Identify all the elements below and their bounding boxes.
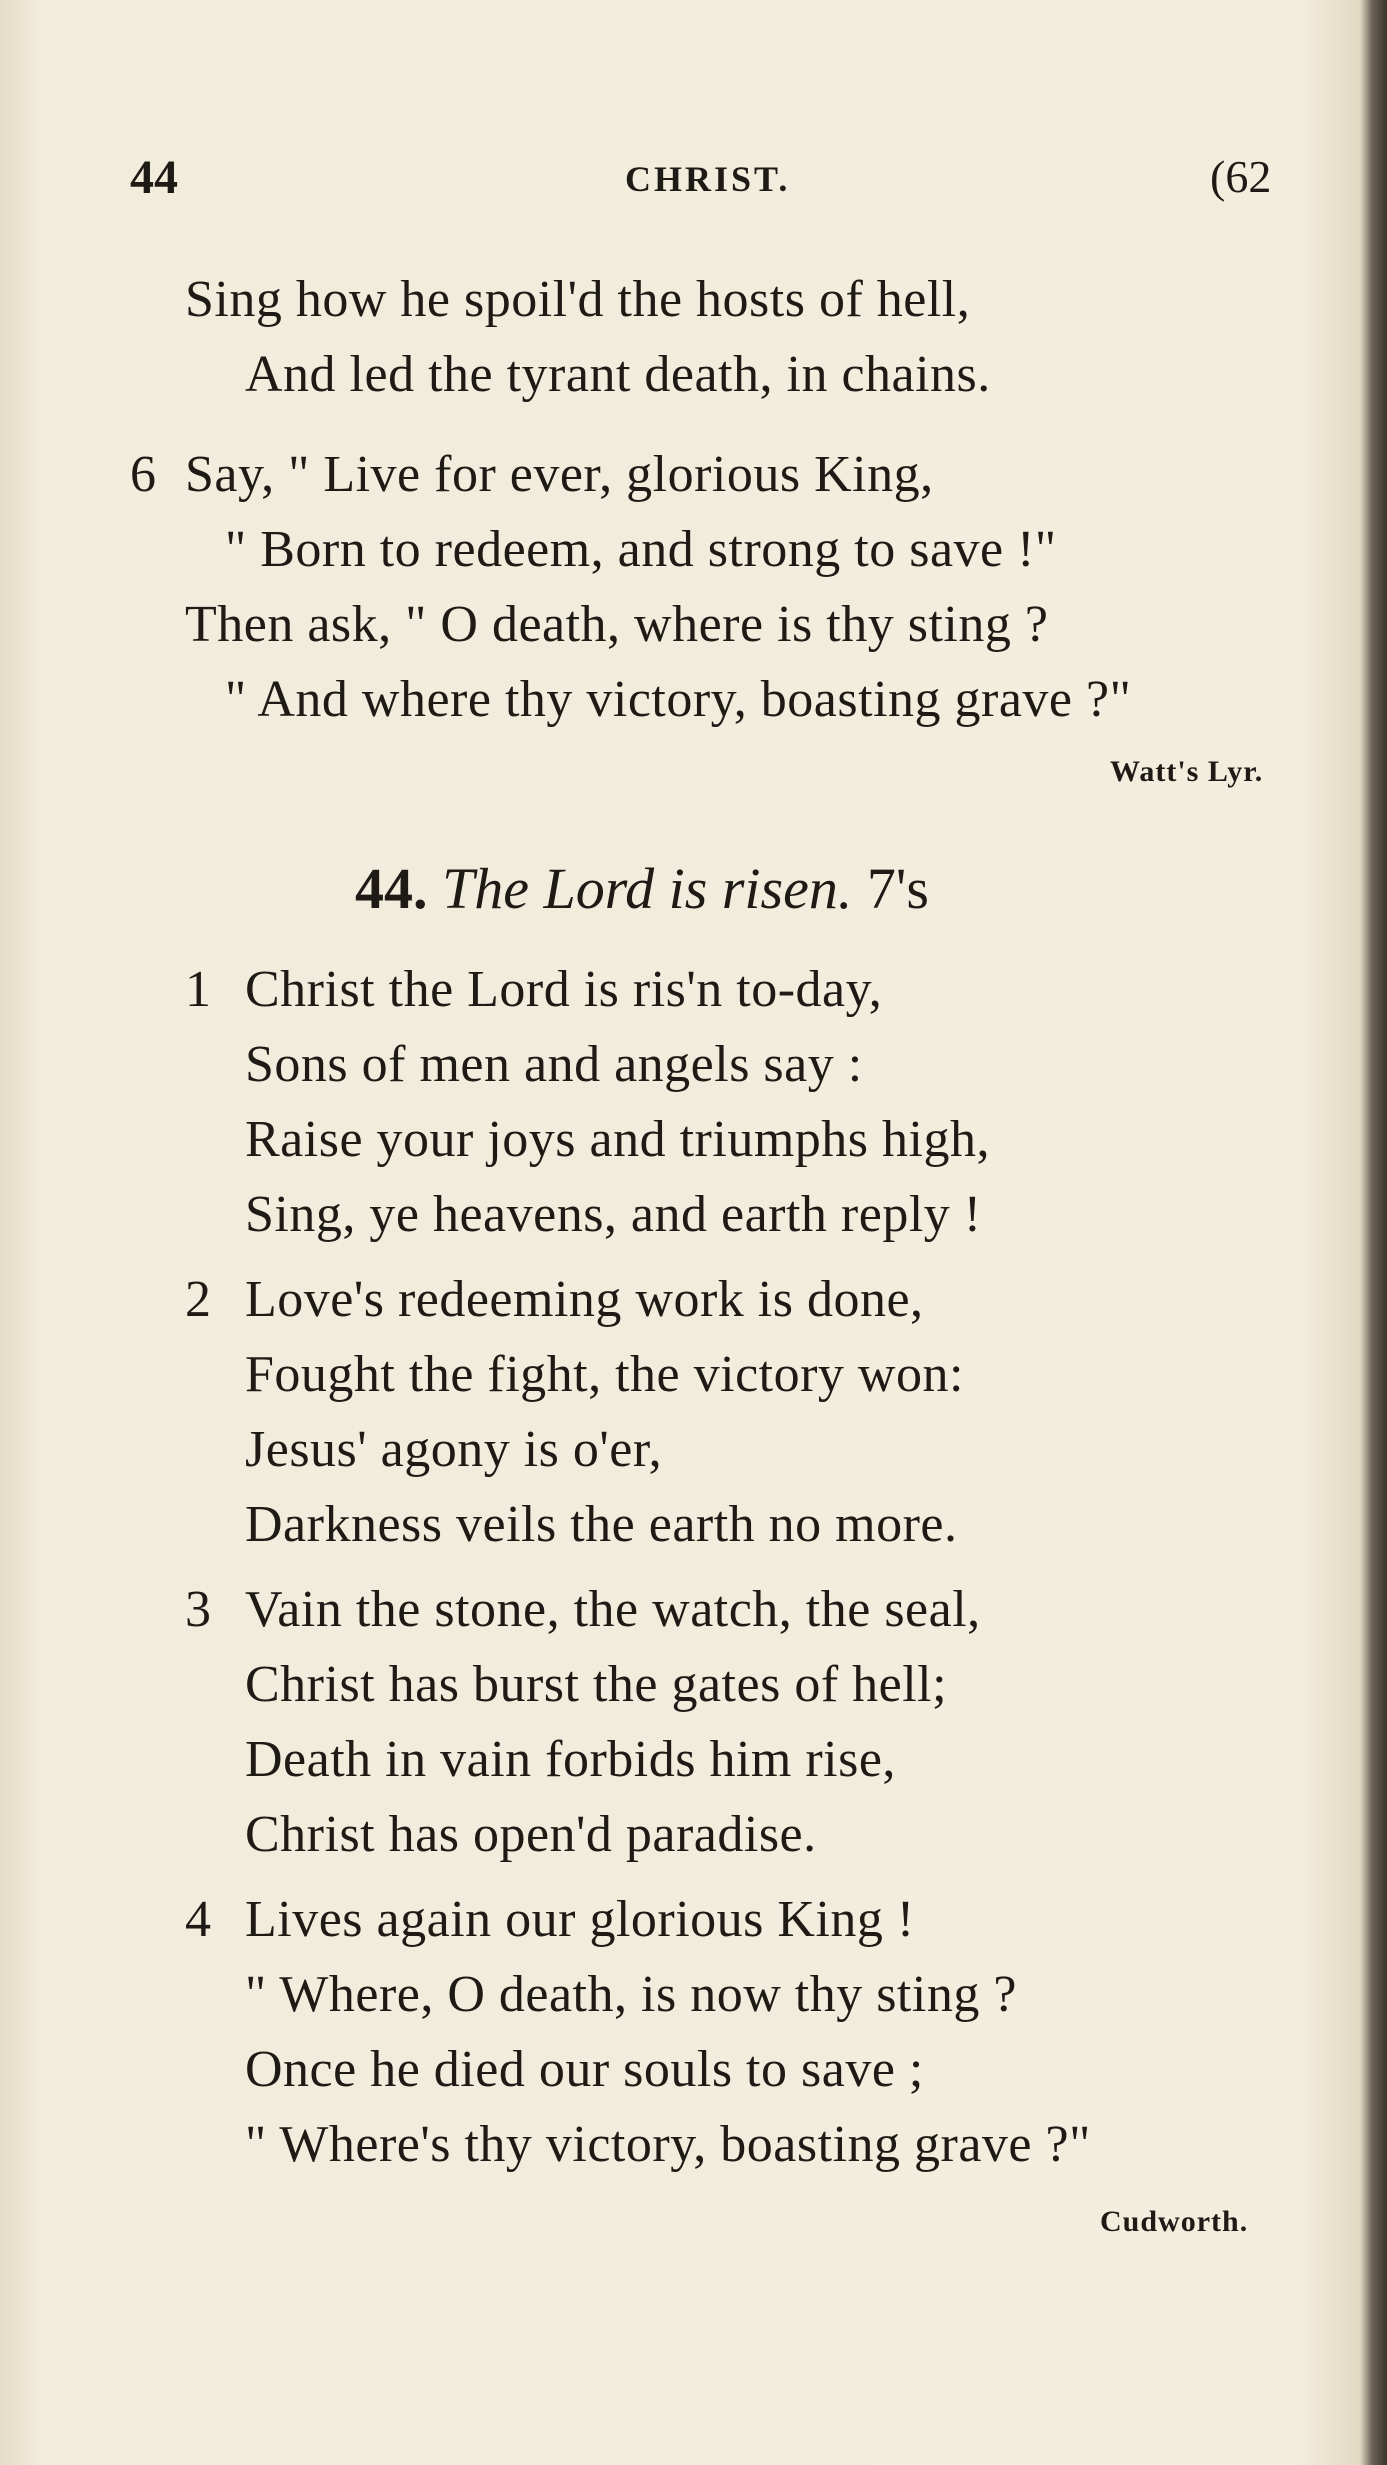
verse-line: Sons of men and angels say : xyxy=(245,1036,863,1093)
verse-line: Christ has burst the gates of hell; xyxy=(245,1656,948,1713)
verse-line: " Where's thy victory, boasting grave ?" xyxy=(245,2116,1091,2173)
verse-line: Once he died our souls to save ; xyxy=(245,2041,924,2098)
corner-mark: (62 xyxy=(1210,151,1272,202)
verse-line: Christ has open'd paradise. xyxy=(245,1806,817,1863)
running-title: CHRIST. xyxy=(625,159,791,199)
verse-line: " Where, O death, is now thy sting ? xyxy=(245,1966,1017,2023)
verse-line: Raise your joys and triumphs high, xyxy=(245,1111,990,1168)
verse-line: Vain the stone, the watch, the seal, xyxy=(245,1581,981,1638)
page-header xyxy=(130,150,1310,210)
verse-line: Then ask, " O death, where is thy sting ? xyxy=(185,596,1049,653)
verse-number: 2 xyxy=(185,1271,211,1328)
verse-line: Love's redeeming work is done, xyxy=(245,1271,924,1328)
verse-line: Jesus' agony is o'er, xyxy=(245,1421,663,1478)
verse-line: Christ the Lord is ris'n to-day, xyxy=(245,961,883,1018)
attribution: Watt's Lyr. xyxy=(1110,755,1264,788)
verse-number: 3 xyxy=(185,1581,211,1638)
verse-number: 1 xyxy=(185,961,211,1018)
verse-line: Sing, ye heavens, and earth reply ! xyxy=(245,1186,982,1243)
page-number: 44 xyxy=(130,151,178,204)
verse-line: And led the tyrant death, in chains. xyxy=(245,346,991,403)
verse-line: Darkness veils the earth no more. xyxy=(245,1496,958,1553)
hymn-title xyxy=(355,855,929,922)
verse-line: Say, " Live for ever, glorious King, xyxy=(185,446,934,503)
verse-line: " Born to redeem, and strong to save !" xyxy=(225,521,1057,578)
attribution: Cudworth. xyxy=(1100,2205,1249,2238)
verse-line: " And where thy victory, boasting grave ?" xyxy=(225,671,1132,728)
verse-line: Lives again our glorious King ! xyxy=(245,1891,915,1948)
verse-number: 6 xyxy=(130,446,156,503)
hymn-number: 44. xyxy=(355,856,428,921)
verse-number: 4 xyxy=(185,1891,211,1948)
hymn-title-text: The Lord is risen. xyxy=(442,856,853,921)
verse-line: Sing how he spoil'd the hosts of hell, xyxy=(185,271,971,328)
verse-line: Death in vain forbids him rise, xyxy=(245,1731,896,1788)
verse-line: Fought the fight, the victory won: xyxy=(245,1346,964,1403)
hymn-meter: 7's xyxy=(866,856,929,921)
